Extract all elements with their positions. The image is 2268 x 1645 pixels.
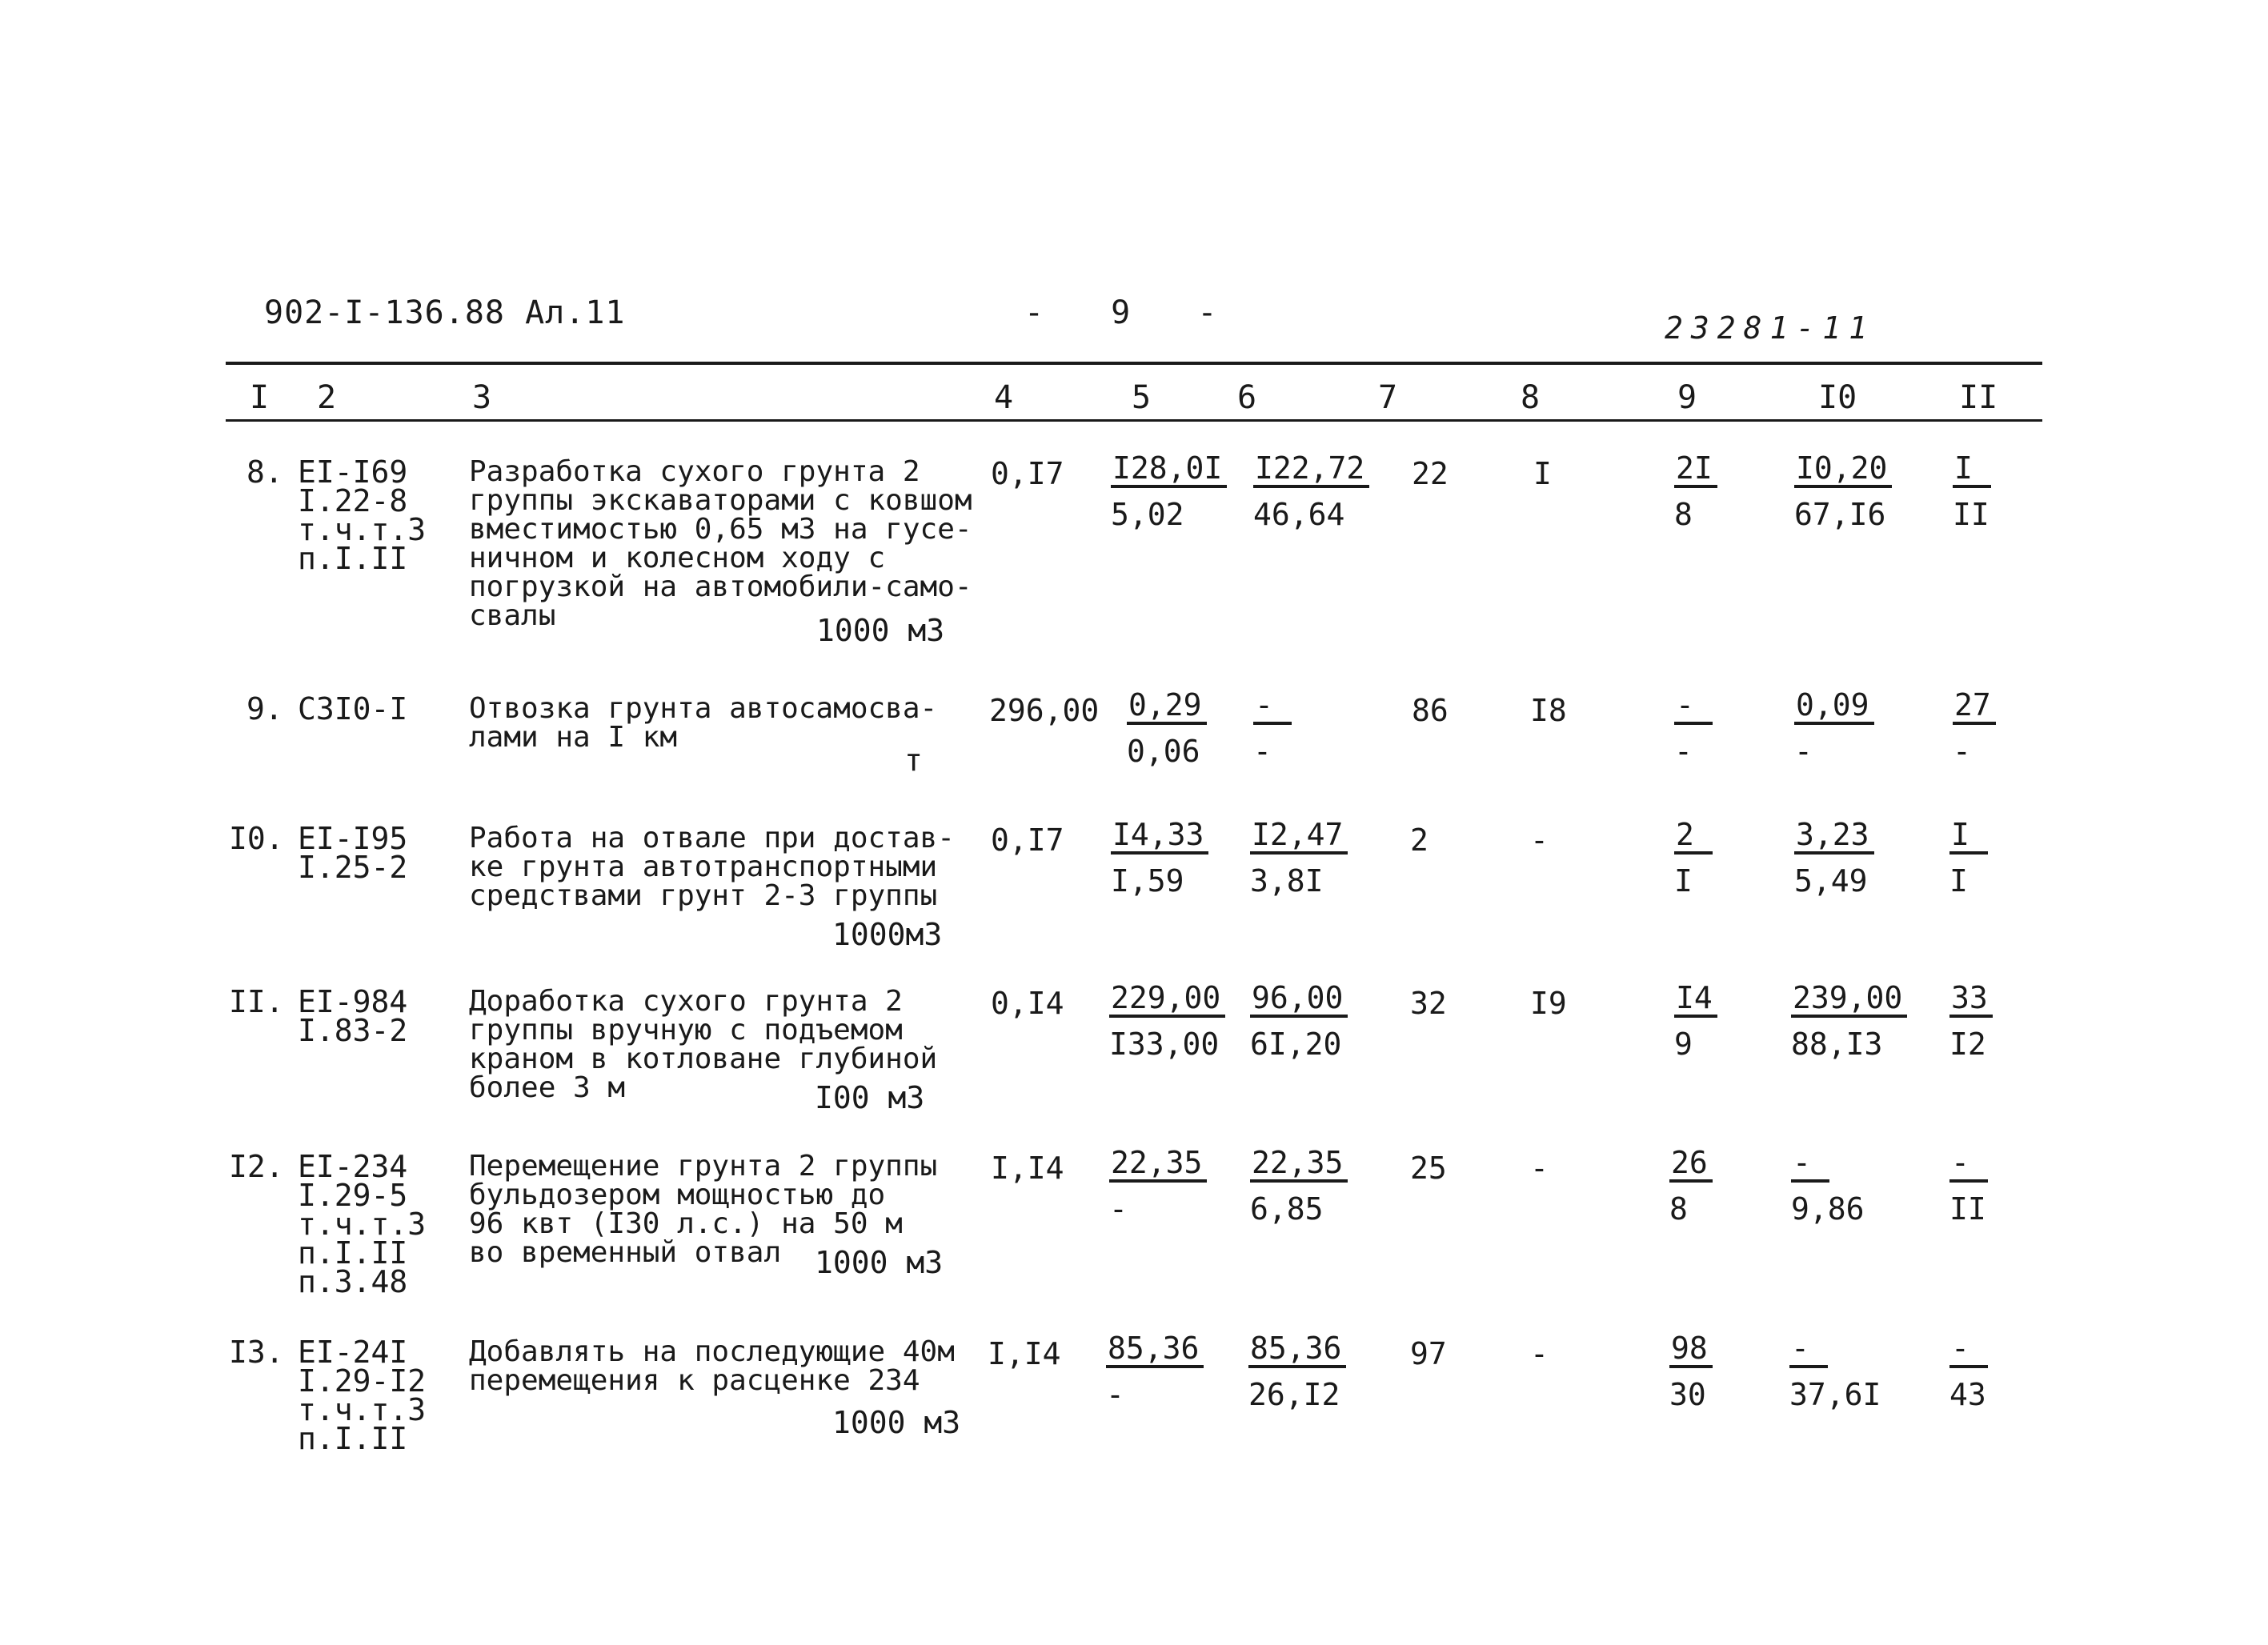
- labor-cost-fraction: [1794, 817, 1874, 899]
- wages: I9: [1530, 986, 1567, 1021]
- wages: -: [1530, 1151, 1549, 1186]
- unit-cost-wages: 5,02: [1111, 497, 1184, 532]
- column-header-7: 7: [1378, 379, 1398, 416]
- labor-cost-total: 37,6I: [1789, 1377, 1881, 1412]
- column-header-3: 3: [472, 379, 492, 416]
- labor-cost-total: -: [1794, 734, 1813, 769]
- labor-hours-unit: I: [1949, 819, 1988, 855]
- unit-cost-wages: I,59: [1111, 863, 1184, 899]
- wages: -: [1530, 1336, 1549, 1371]
- column-header-11: II: [1959, 379, 1998, 416]
- row-number: I3.: [229, 1335, 284, 1370]
- unit-cost-total: I28,0I: [1111, 453, 1227, 488]
- column-header-6: 6: [1237, 379, 1257, 416]
- table-header-rule: [226, 419, 2042, 422]
- wages: I8: [1530, 693, 1567, 728]
- labor-hours-unit: 33: [1949, 983, 1993, 1018]
- machine-operation-wages: -: [1674, 734, 1693, 769]
- unit-cost-fraction: [1109, 1145, 1207, 1227]
- column-header-4: 4: [994, 379, 1014, 416]
- column-header-1: I: [250, 379, 270, 416]
- column-header-8: 8: [1521, 379, 1541, 416]
- unit-cost-fraction: [1111, 450, 1227, 532]
- unit-cost-wages: -: [1109, 1191, 1128, 1227]
- machine-cost-wages: 3,8I: [1250, 863, 1324, 899]
- machine-cost-fraction: [1253, 450, 1369, 532]
- labor-cost-fraction: [1794, 450, 1892, 532]
- row-number: I0.: [229, 821, 284, 856]
- labor-hours-total: I: [1949, 863, 1968, 899]
- rate-code: EI-I69 I.22-8 т.ч.т.3 п.I.II: [298, 454, 427, 576]
- labor-cost-total: 5,49: [1794, 863, 1868, 899]
- rate-code: С3I0-I: [298, 691, 408, 726]
- unit-cost-wages: 0,06: [1127, 734, 1200, 769]
- labor-hours-total: I2: [1949, 1027, 1986, 1062]
- labor-cost-unit: 0,09: [1794, 690, 1874, 725]
- machine-cost-fraction: [1248, 1333, 1346, 1410]
- row-number: 8.: [246, 454, 283, 490]
- machine-cost-wages: -: [1253, 734, 1272, 769]
- quantity: I,I4: [991, 1151, 1064, 1186]
- machine-operation-total: 98: [1669, 1333, 1713, 1368]
- machine-cost-wages: 6I,20: [1250, 1027, 1342, 1062]
- unit-of-measure: 1000 м3: [832, 1405, 961, 1440]
- labor-cost-fraction: [1794, 687, 1874, 769]
- unit-cost-total: 85,36: [1106, 1333, 1204, 1368]
- unit-cost-total: I4,33: [1111, 819, 1208, 855]
- machine-operation-total: 2: [1674, 819, 1713, 855]
- labor-cost-unit: I0,20: [1794, 453, 1892, 488]
- machine-operation-wages: 9: [1674, 1027, 1693, 1062]
- machine-cost-fraction: [1253, 687, 1292, 769]
- work-description: Разработка сухого грунта 2 группы экскаваторами с ковшом вместимостью 0,65 м3 на гусе- ничном и колесном ходу с погрузкой на автомобили-само- свалы: [469, 455, 972, 632]
- labor-cost-fraction: [1791, 1145, 1865, 1227]
- unit-cost-wages: -: [1106, 1377, 1124, 1412]
- wages: -: [1530, 822, 1549, 858]
- page-number: - 9 -: [1024, 294, 1241, 331]
- quantity: 0,I7: [991, 822, 1064, 858]
- machine-operation-fraction: [1669, 1145, 1713, 1227]
- total-cost: 97: [1410, 1336, 1447, 1371]
- labor-hours-total: 43: [1949, 1377, 1986, 1412]
- machine-cost-total: -: [1253, 690, 1292, 725]
- machine-operation-wages: I: [1674, 863, 1693, 899]
- machine-operation-total: I4: [1674, 983, 1717, 1018]
- unit-of-measure: 1000 м3: [816, 613, 945, 648]
- table-top-rule: [226, 362, 2042, 365]
- machine-cost-total: 22,35: [1250, 1147, 1348, 1183]
- work-description: Перемещение грунта 2 группы бульдозером мощностью до 96 квт (I30 л.с.) на 50 м во временный отвал: [469, 1150, 938, 1269]
- labor-hours-total: -: [1953, 734, 1971, 769]
- labor-cost-unit: -: [1791, 1147, 1829, 1183]
- labor-hours-unit: -: [1949, 1147, 1988, 1183]
- unit-cost-total: 22,35: [1109, 1147, 1207, 1183]
- unit-of-measure: 1000 м3: [815, 1245, 944, 1280]
- machine-operation-wages: 8: [1669, 1191, 1688, 1227]
- total-cost: 22: [1412, 456, 1449, 491]
- work-description: Добавлять на последующие 40м перемещения к расценке 234: [469, 1335, 955, 1397]
- total-cost: 32: [1410, 986, 1447, 1021]
- column-header-5: 5: [1132, 379, 1152, 416]
- unit-cost-fraction: [1111, 817, 1208, 899]
- machine-cost-total: 96,00: [1250, 983, 1348, 1018]
- rate-code: EI-24I I.29-I2 т.ч.т.3 п.I.II: [298, 1335, 427, 1456]
- machine-cost-total: I2,47: [1250, 819, 1348, 855]
- labor-hours-unit: -: [1949, 1333, 1988, 1368]
- unit-cost-wages: I33,00: [1109, 1027, 1220, 1062]
- quantity: I,I4: [988, 1336, 1061, 1371]
- labor-hours-unit: I: [1953, 453, 1991, 488]
- machine-operation-total: -: [1674, 690, 1713, 725]
- quantity: 0,I7: [991, 456, 1064, 491]
- column-header-9: 9: [1677, 379, 1697, 416]
- machine-operation-fraction: [1674, 687, 1713, 769]
- labor-hours-fraction: [1949, 980, 1993, 1062]
- wages: I: [1533, 456, 1552, 491]
- total-cost: 25: [1410, 1151, 1447, 1186]
- labor-cost-total: 9,86: [1791, 1191, 1865, 1227]
- quantity: 0,I4: [991, 986, 1064, 1021]
- labor-hours-total: II: [1953, 497, 1990, 532]
- labor-hours-fraction: [1949, 817, 1988, 899]
- work-description: Доработка сухого грунта 2 группы вручную с подъемом краном в котловане глубиной более 3 м: [469, 985, 938, 1104]
- unit-cost-total: 0,29: [1127, 690, 1207, 725]
- total-cost: 2: [1410, 822, 1429, 858]
- labor-cost-total: 67,I6: [1794, 497, 1886, 532]
- labor-cost-unit: 3,23: [1794, 819, 1874, 855]
- machine-operation-fraction: [1674, 450, 1717, 532]
- labor-hours-fraction: [1949, 1333, 1988, 1410]
- machine-cost-wages: 6,85: [1250, 1191, 1324, 1227]
- column-header-2: 2: [317, 379, 337, 416]
- labor-cost-total: 88,I3: [1791, 1027, 1883, 1062]
- document-number: 23281-11: [1665, 310, 1876, 346]
- machine-operation-fraction: [1674, 980, 1717, 1062]
- machine-cost-total: I22,72: [1253, 453, 1369, 488]
- rate-code: EI-I95 I.25-2: [298, 821, 408, 885]
- labor-hours-total: II: [1949, 1191, 1986, 1227]
- labor-cost-unit: 239,00: [1791, 983, 1907, 1018]
- unit-cost-fraction: [1109, 980, 1225, 1062]
- machine-cost-fraction: [1250, 817, 1348, 899]
- machine-cost-total: 85,36: [1248, 1333, 1346, 1368]
- unit-of-measure: I00 м3: [815, 1080, 925, 1115]
- unit-cost-total: 229,00: [1109, 983, 1225, 1018]
- unit-of-measure: т: [904, 742, 923, 778]
- row-number: II.: [229, 984, 284, 1019]
- column-header-10: I0: [1818, 379, 1857, 416]
- machine-operation-fraction: [1669, 1333, 1713, 1410]
- quantity: 296,00: [989, 693, 1100, 728]
- machine-cost-wages: 46,64: [1253, 497, 1345, 532]
- machine-operation-fraction: [1674, 817, 1713, 899]
- unit-cost-fraction: [1127, 687, 1207, 769]
- labor-cost-unit: -: [1789, 1333, 1828, 1368]
- labor-cost-fraction: [1789, 1333, 1881, 1410]
- row-number: I2.: [229, 1149, 284, 1184]
- document-code: 902-I-136.88 Ал.11: [264, 294, 626, 331]
- machine-operation-total: 26: [1669, 1147, 1713, 1183]
- labor-cost-fraction: [1791, 980, 1907, 1062]
- total-cost: 86: [1412, 693, 1449, 728]
- labor-hours-fraction: [1953, 687, 1996, 769]
- rate-code: EI-234 I.29-5 т.ч.т.3 п.I.II п.3.48: [298, 1149, 427, 1299]
- machine-cost-fraction: [1250, 980, 1348, 1062]
- work-description: Работа на отвале при достав- ке грунта автотранспортными средствами грунт 2-3 группы: [469, 822, 955, 912]
- machine-operation-total: 2I: [1674, 453, 1717, 488]
- machine-cost-fraction: [1250, 1145, 1348, 1227]
- labor-hours-fraction: [1953, 450, 1991, 532]
- labor-hours-unit: 27: [1953, 690, 1996, 725]
- machine-operation-wages: 8: [1674, 497, 1693, 532]
- unit-of-measure: 1000м3: [832, 917, 943, 952]
- machine-operation-wages: 30: [1669, 1377, 1706, 1412]
- rate-code: EI-984 I.83-2: [298, 984, 408, 1048]
- machine-cost-wages: 26,I2: [1248, 1377, 1340, 1412]
- row-number: 9.: [246, 691, 283, 726]
- unit-cost-fraction: [1106, 1333, 1204, 1410]
- work-description: Отвозка грунта автосамосва- лами на I км: [469, 692, 938, 754]
- labor-hours-fraction: [1949, 1145, 1988, 1227]
